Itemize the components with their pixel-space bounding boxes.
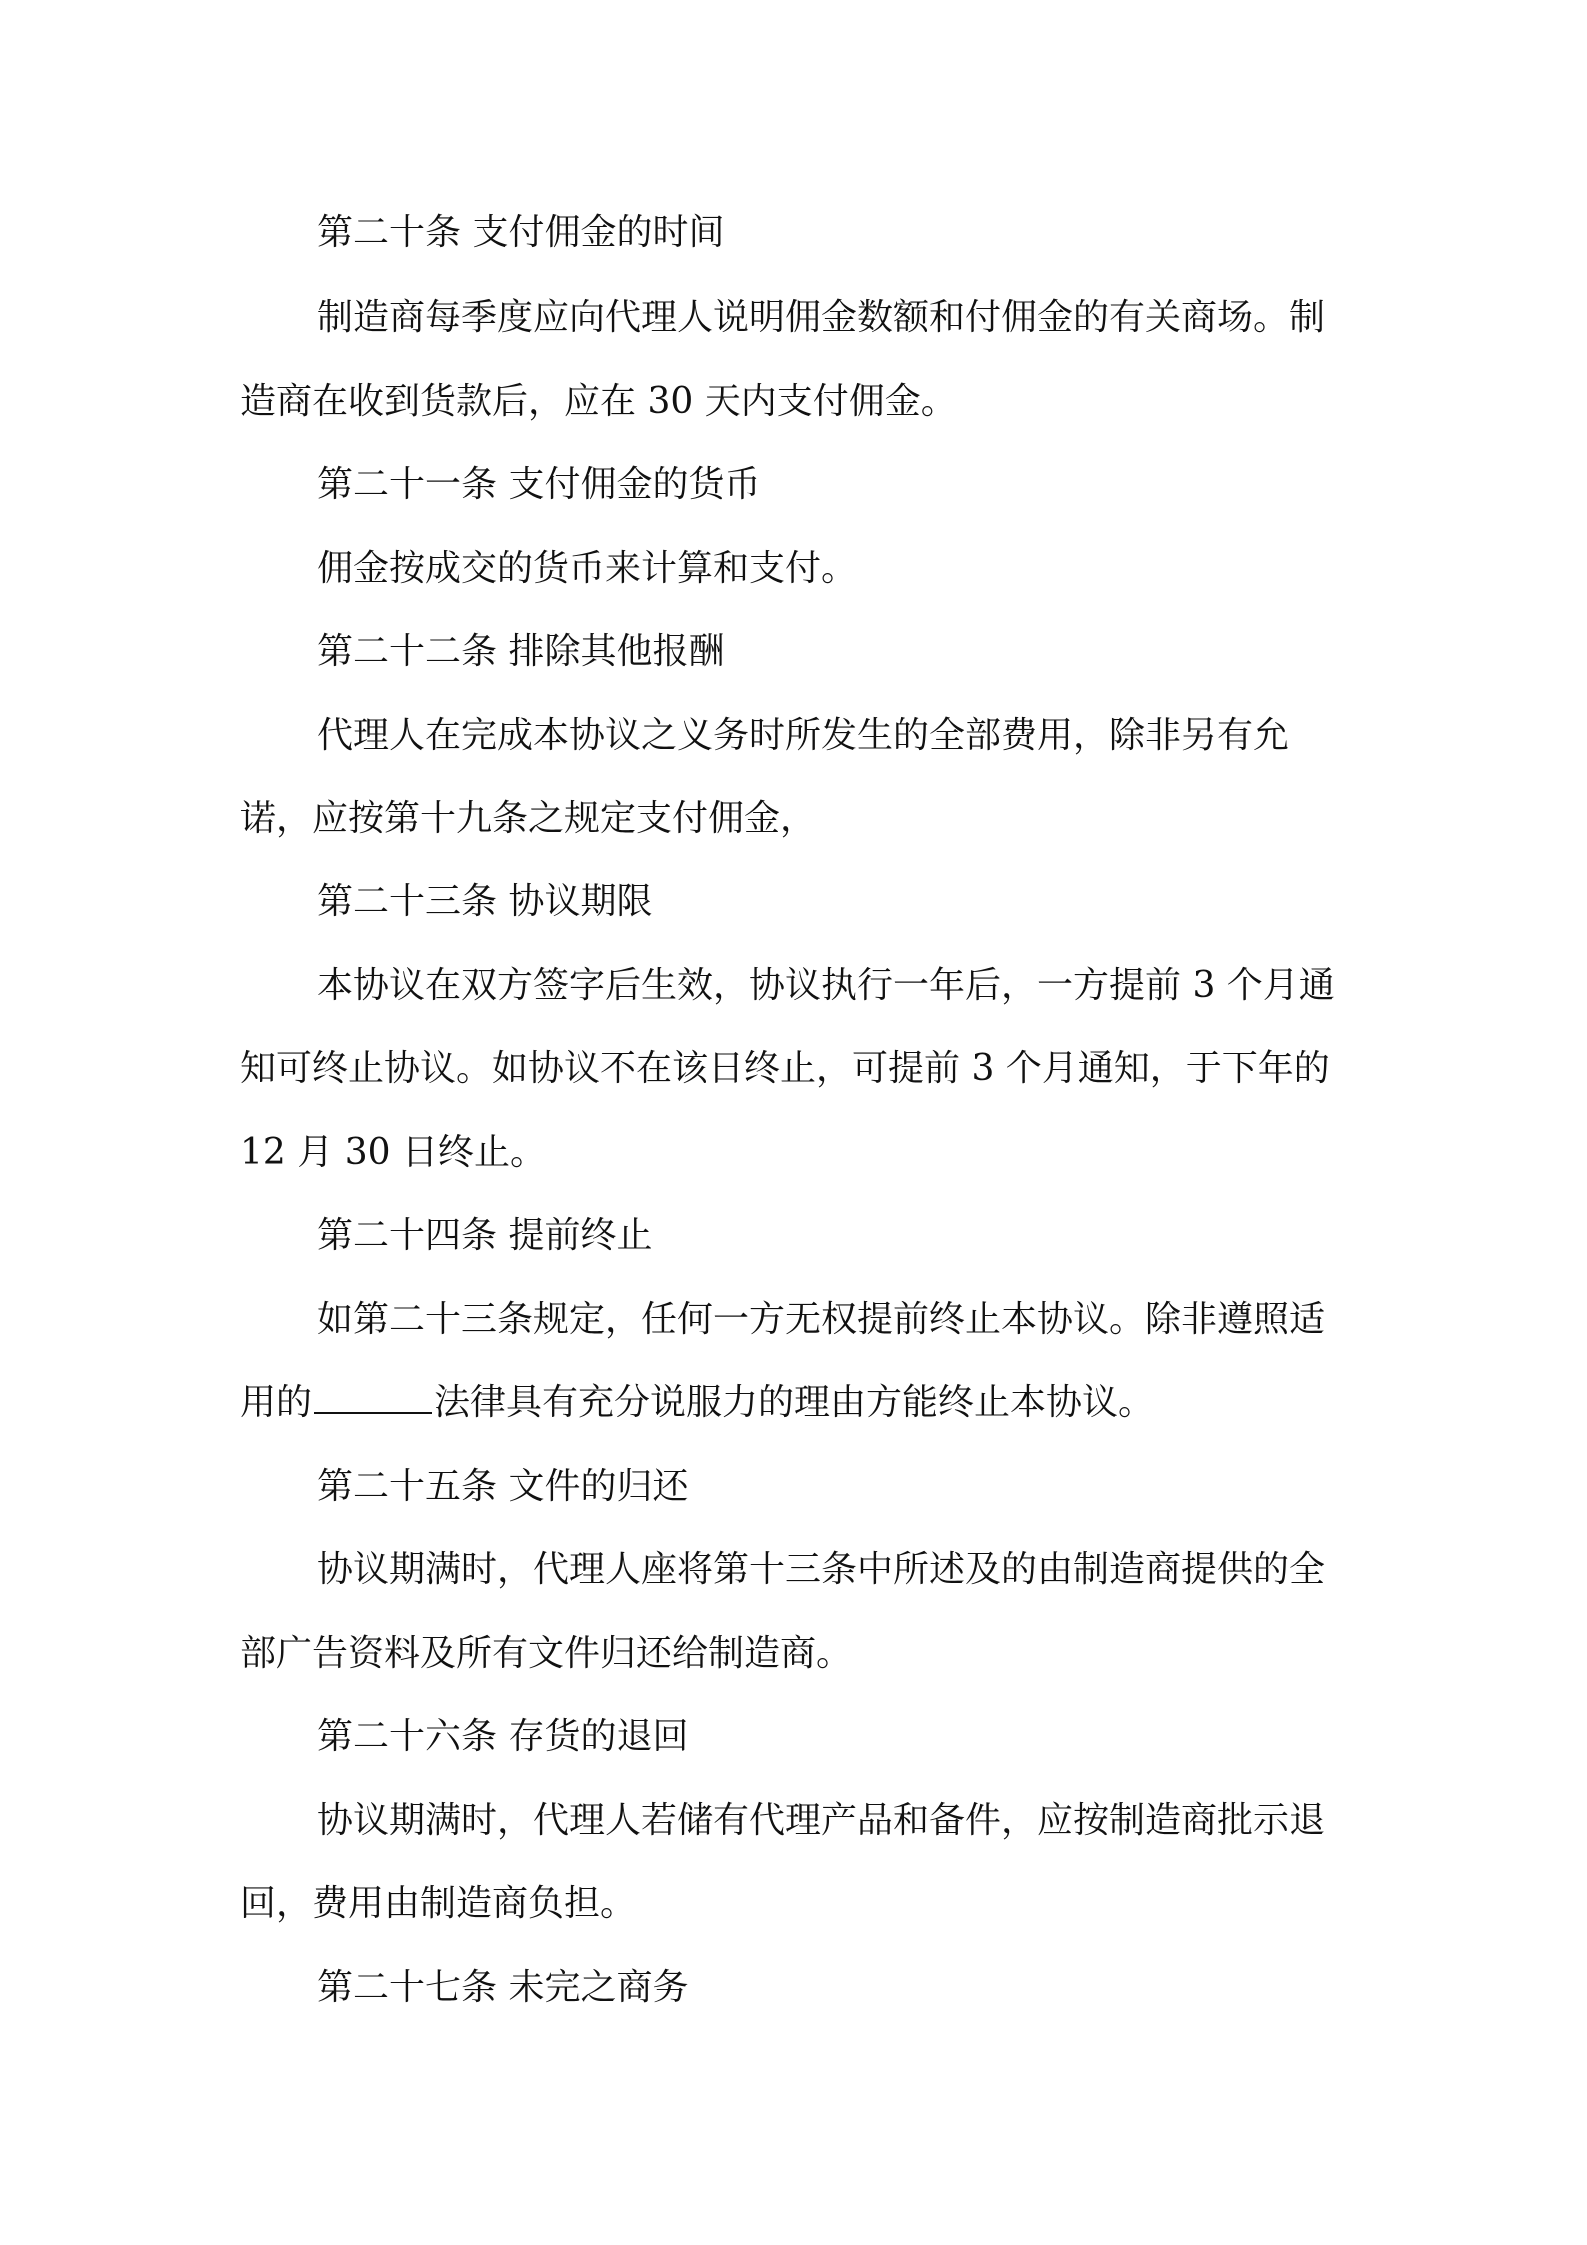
article-23-body-line-3: 12 月 30 日终止。 xyxy=(240,1132,546,1173)
article-22-body-line-1: 代理人在完成本协议之义务时所发生的全部费用，除非另有允 xyxy=(317,715,1290,756)
article-20-heading: 第二十条 支付佣金的时间 xyxy=(317,212,725,253)
article-21-body-line-1: 佣金按成交的货币来计算和支付。 xyxy=(317,548,858,589)
article-22-body-line-2: 诺，应按第十九条之规定支付佣金， xyxy=(240,798,817,839)
article-20-body-line-1: 制造商每季度应向代理人说明佣金数额和付佣金的有关商场。制 xyxy=(317,297,1326,338)
article-21-heading: 第二十一条 支付佣金的货币 xyxy=(317,464,761,505)
article-25-body-line-1: 协议期满时，代理人座将第十三条中所述及的由制造商提供的全 xyxy=(317,1549,1326,1590)
article-23-heading: 第二十三条 协议期限 xyxy=(317,881,653,922)
article-27-heading: 第二十七条 未完之商务 xyxy=(317,1967,689,2008)
article-26-body-line-1: 协议期满时，代理人若储有代理产品和备件，应按制造商批示退 xyxy=(317,1800,1326,1841)
article-24-body-line-2-prefix: 用的 xyxy=(240,1382,313,1423)
article-23-body-line-1: 本协议在双方签字后生效，协议执行一年后，一方提前 3 个月通 xyxy=(317,965,1335,1006)
article-22-heading: 第二十二条 排除其他报酬 xyxy=(317,631,725,672)
article-25-body-line-2: 部广告资料及所有文件归还给制造商。 xyxy=(240,1633,853,1674)
article-24-body-line-2 xyxy=(240,1381,1154,1425)
article-26-heading: 第二十六条 存货的退回 xyxy=(317,1716,689,1757)
article-23-body-line-2: 知可终止协议。如协议不在该日终止，可提前 3 个月通知，于下年的 xyxy=(240,1048,1330,1089)
article-24-body-line-2-suffix: 法律具有充分说服力的理由方能终止本协议。 xyxy=(434,1382,1155,1423)
article-20-body-line-2: 造商在收到货款后，应在 30 天内支付佣金。 xyxy=(240,381,957,422)
article-26-body-line-2: 回，费用由制造商负担。 xyxy=(240,1883,637,1924)
article-24-heading: 第二十四条 提前终止 xyxy=(317,1215,653,1256)
fill-in-blank xyxy=(314,1382,432,1414)
article-24-body-line-1: 如第二十三条规定，任何一方无权提前终止本协议。除非遵照适 xyxy=(317,1299,1326,1340)
article-25-heading: 第二十五条 文件的归还 xyxy=(317,1466,689,1507)
